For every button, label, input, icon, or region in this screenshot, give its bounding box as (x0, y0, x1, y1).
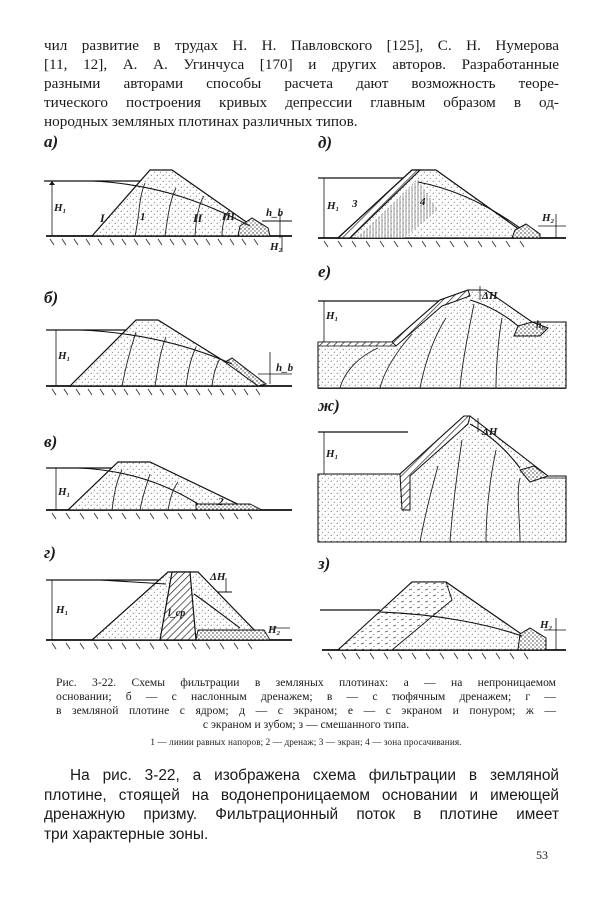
body-line: На рис. 3-22, а изображена схема фильтрации в земляной (70, 767, 559, 784)
annotation-hb-a: h_b (266, 207, 284, 219)
annotation-h1-a: H₁ (54, 202, 67, 214)
annotation-h1-zh: H₁ (326, 448, 339, 460)
panel-z (320, 582, 566, 659)
caption-line: основании; б — с наслонным дренажем; в — с тюфячным дренажем; г — (56, 690, 556, 703)
panel-b (46, 320, 292, 395)
panel-e (318, 286, 566, 388)
annotation-h2-z: H₂ (540, 619, 553, 631)
annotation-h1-d: H₁ (327, 200, 340, 212)
annotation-screen-d: 3 (352, 198, 358, 210)
intro-line: [11, 12], А. А. Угинчуса [170] и других авторов. Разработанные (44, 56, 559, 73)
annotation-zone-d: 4 (420, 196, 426, 208)
annotation-lcp-g: l_cp (168, 608, 186, 619)
panel-label-a: а) (44, 132, 59, 151)
panel-label-z: з) (318, 554, 331, 573)
annotation-dh-e: ΔH (482, 290, 498, 302)
caption-line: с экраном и зубом; з — смешанного типа. (202, 718, 410, 731)
annotation-zone-a-2: 1 (140, 211, 146, 223)
annotation-h2-a: H₂ (270, 241, 283, 253)
caption-line: в земляной плотине с ядром; д — с экраном; е — с экраном и понуром; ж — (56, 704, 556, 717)
annotation-zone-a-1: I (100, 211, 105, 225)
annotation-h2-d: H₂ (542, 212, 555, 224)
panel-a (44, 170, 292, 252)
intro-line: нородных земляных плотинах различных типов. (44, 113, 358, 130)
annotation-h0-e: h₀ (536, 320, 546, 331)
body-line: три характерные зоны. (44, 825, 209, 843)
body-paragraph (44, 766, 559, 844)
annotation-hb-b: h_b (276, 362, 294, 374)
annotation-zone-a-3: II (193, 211, 203, 225)
annotation-h2-g: H₂ (268, 624, 281, 636)
figure-legend: 1 — линии равных напоров; 2 — дренаж; 3 — экран; 4 — зона просачивания. (150, 737, 462, 747)
caption-line: Рис. 3-22. Схемы фильтрации в земляных плотинах: а — на непроницаемом (56, 676, 556, 689)
annotation-drain-v: 2 (218, 496, 224, 508)
annotation-dh-g: ΔH (210, 571, 226, 583)
intro-line: разными авторами способы расчета дают возможность теоре- (44, 75, 559, 92)
body-line: дренажную призму. Фильтрационный поток в плотине имеет (44, 806, 559, 823)
panel-zh (318, 416, 566, 542)
intro-line: чил развитие в трудах Н. Н. Павловского [125], С. Н. Нумерова (44, 37, 559, 54)
body-line: плотине, стоящей на водонепроницаемом основании и имеющей (44, 786, 559, 804)
annotation-h1-v: H₁ (58, 486, 71, 498)
annotation-zone-a-4: III (222, 211, 235, 223)
panel-label-d: д) (318, 133, 333, 152)
annotation-h1-e: H₁ (326, 310, 339, 322)
figure-caption (56, 676, 556, 732)
annotation-h1-g: H₁ (56, 604, 69, 616)
panel-label-zh: ж) (318, 396, 340, 415)
page-number: 53 (536, 848, 548, 862)
panel-label-v: в) (44, 432, 58, 451)
annotation-dh-zh: ΔH (482, 426, 498, 438)
annotation-h1-b: H₁ (58, 350, 71, 362)
panel-v (46, 462, 292, 519)
panel-label-e: е) (318, 262, 332, 281)
panel-label-g: г) (44, 543, 56, 562)
panel-label-b: б) (44, 288, 59, 307)
intro-line: тического построения кривых депрессии главным образом в од- (44, 94, 559, 111)
